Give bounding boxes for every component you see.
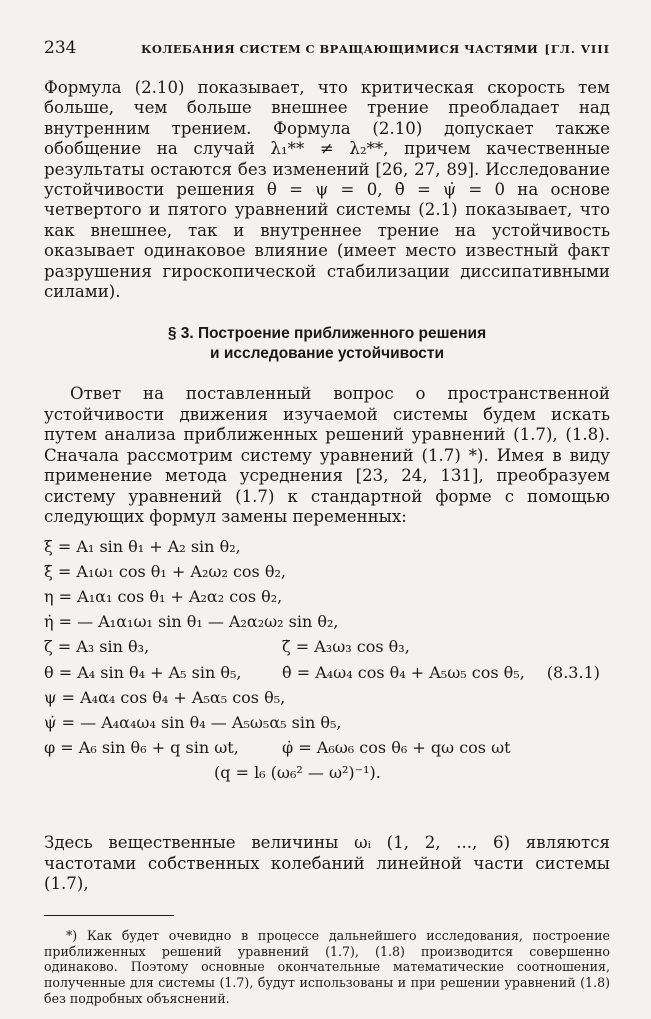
formula-eta-dot: η̇ = — A₁α₁ω₁ sin θ₁ — A₂α₂ω₂ sin θ₂,: [44, 612, 339, 632]
formula-eta: η = A₁α₁ cos θ₁ + A₂α₂ cos θ₂,: [44, 587, 283, 607]
formula-phi: φ = A₆ sin θ₆ + q sin ωt,: [44, 738, 239, 758]
formula-phi-dot: φ̇ = A₆ω₆ cos θ₆ + qω cos ωt: [282, 738, 511, 758]
section-heading: [44, 324, 610, 364]
formula-q-definition: (q = l₆ (ω₆² — ω²)⁻¹).: [214, 763, 381, 783]
formula-block: [44, 537, 610, 817]
chapter-label: [ГЛ. VIII: [544, 42, 610, 56]
formula-psi: ψ = A₄α₄ cos θ₄ + A₅α₅ cos θ₅,: [44, 688, 286, 708]
formula-xi-dot: ξ̇ = A₁ω₁ cos θ₁ + A₂ω₂ cos θ₂,: [44, 562, 286, 582]
equation-number: (8.3.1): [546, 663, 600, 683]
running-title: КОЛЕБАНИЯ СИСТЕМ С ВРАЩАЮЩИМИСЯ ЧАСТЯМИ: [141, 42, 539, 56]
formula-xi: ξ = A₁ sin θ₁ + A₂ sin θ₂,: [44, 537, 241, 557]
running-header: [44, 38, 610, 64]
formula-psi-dot: ψ̇ = — A₄α₄ω₄ sin θ₄ — A₅ω₅α₅ sin θ₅,: [44, 713, 342, 733]
formula-theta-dot: θ̇ = A₄ω₄ cos θ₄ + A₅ω₅ cos θ₅,: [282, 663, 525, 683]
footnote-divider: [44, 915, 174, 916]
section-heading-line2: и исследование устойчивости: [209, 345, 445, 363]
section-heading-line1: § 3. Построение приближенного решения: [167, 325, 487, 343]
formula-zeta: ζ = A₃ sin θ₃,: [44, 637, 150, 657]
book-page: [44, 38, 610, 1019]
formula-theta: θ = A₄ sin θ₄ + A₅ sin θ₅,: [44, 663, 242, 683]
paragraph-approach: Ответ на поставленный вопрос о пространственной устойчивости движения изучаемой системы будем искать путем анализа приближенных решений уравнений (1.7), (1.8). Сначала рассмотрим систему уравнений (1.7) *). Имея в виду применение метода усреднения [23, 24, 131], преобразуем систему уравнений (1.7) к стандартной форме с помощью следующих формул замены переменных:: [44, 384, 610, 526]
paragraph-frequencies: Здесь вещественные величины ωᵢ (1, 2, ..., 6) являются частотами собственных колебаний линейной части системы (1.7),: [44, 833, 610, 894]
page-number: 234: [44, 38, 77, 58]
paragraph-critical-speed: Формула (2.10) показывает, что критическая скорость тем больше, чем больше внешнее трение преобладает над внутренним трением. Формула (2.10) допускает также обобщение на случай λ₁** ≠ λ₂**, причем качественные результаты остаются без изменений [26, 27, 89]. Исследование устойчивости решения θ = ψ = 0, θ̇ = ψ̇ = 0 на основе четвертого и пятого уравнений системы (2.1) показывает, что как внешнее, так и внутреннее трение на устойчивость оказывает одинаковое влияние (имеет место известный факт разрушения гироскопической стабилизации диссипативными силами).: [44, 78, 610, 302]
formula-zeta-dot: ζ̇ = A₃ω₃ cos θ₃,: [282, 637, 410, 657]
footnote: *) Как будет очевидно в процессе дальнейшего исследования, построение приближенных решений уравнений (1.7), (1.8) производится совершенно одинаково. Поэтому основные окончательные математические соотношения, полученные для системы (1.7), будут использованы и при решении уравнений (1.8) без подробных объяснений.: [44, 928, 610, 1006]
